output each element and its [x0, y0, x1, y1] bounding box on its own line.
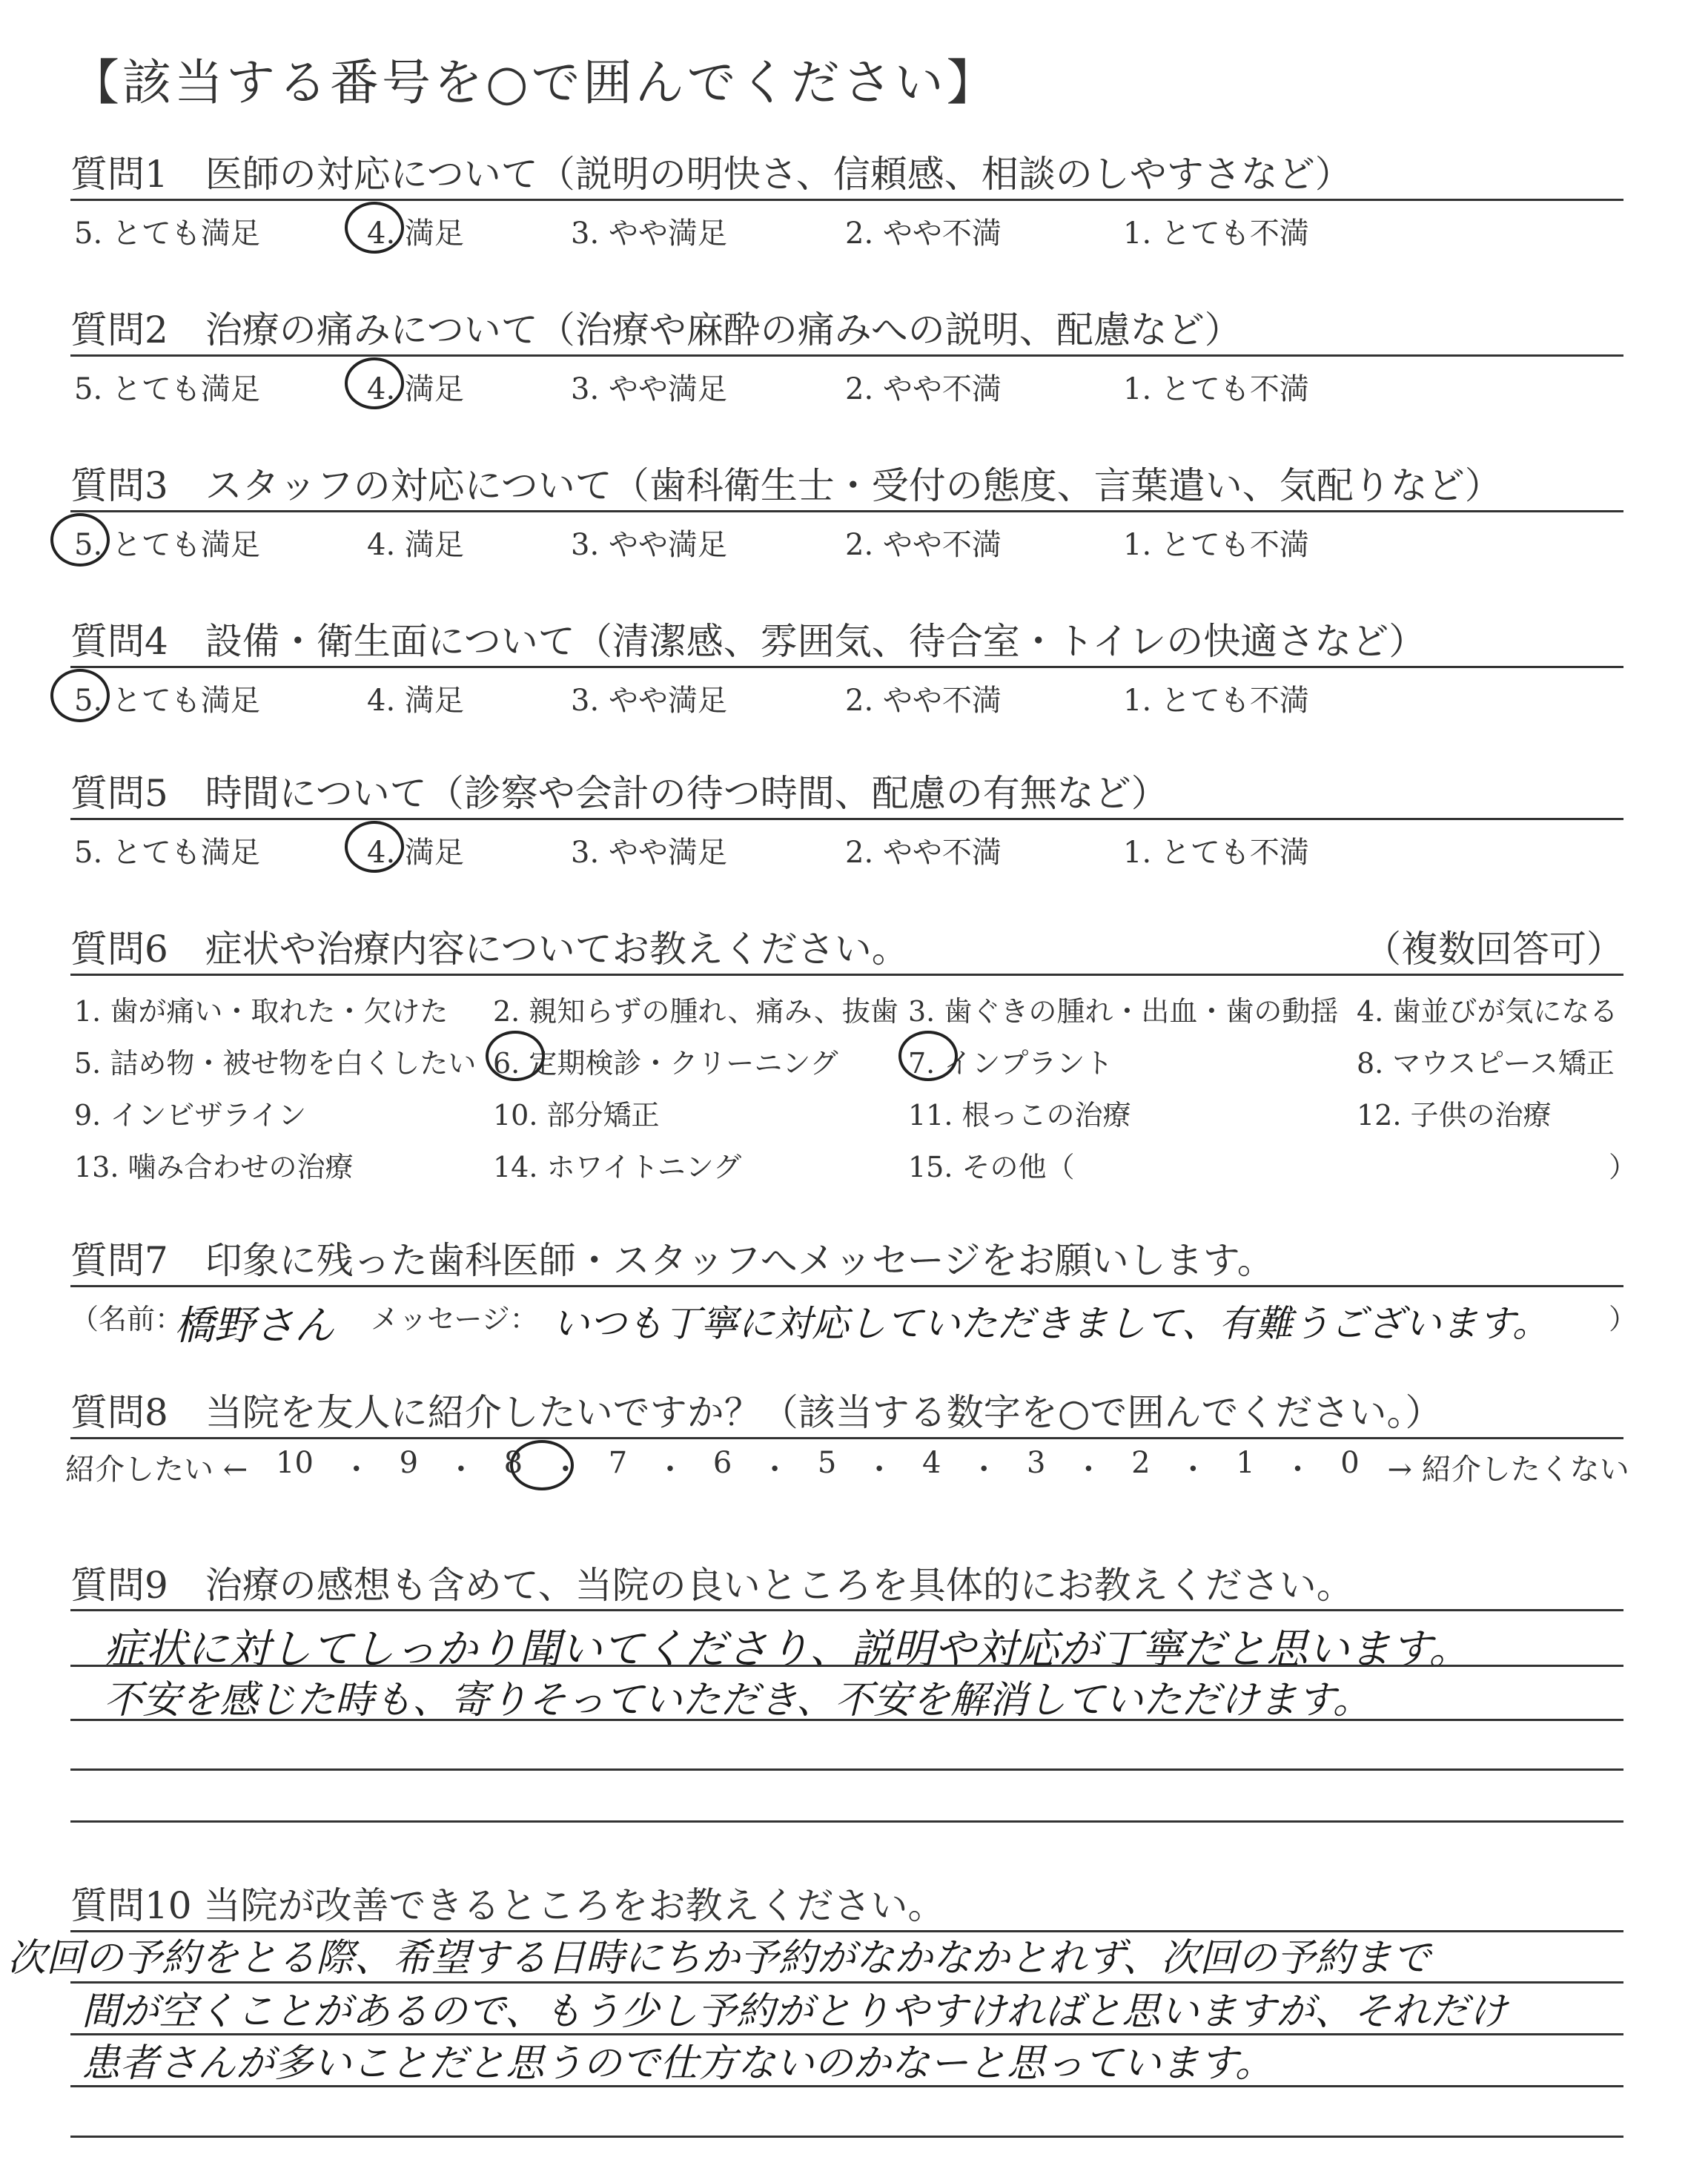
q1-option-3[interactable]: 3. やや満足: [571, 217, 727, 251]
q10-writing-line: [70, 2085, 1623, 2087]
q8-scale: [65, 1446, 1629, 1488]
q8-dot: ・: [550, 1453, 580, 1487]
q3-selection-circle: [50, 513, 110, 567]
q5-rule: [70, 818, 1623, 820]
q5-option-5[interactable]: 5. とても満足: [74, 836, 260, 870]
q4-option-3[interactable]: 3. やや満足: [571, 684, 727, 718]
q1-rule: [70, 199, 1623, 201]
q9-answer-line-1[interactable]: 症状に対してしっかり聞いてくださり、説明や対応が丁寧だと思います。: [104, 1625, 1471, 1674]
q4-option-5[interactable]: 5. とても満足: [74, 684, 260, 718]
q9-writing-line: [70, 1768, 1623, 1771]
q5-title: 質問5 時間について（診察や会計の待つ時間、配慮の有無など）: [70, 772, 1168, 815]
q8-score-5[interactable]: 5: [817, 1446, 837, 1480]
q1-option-2[interactable]: 2. やや不満: [845, 217, 1002, 251]
q1-option-4[interactable]: 4. 満足: [367, 217, 464, 251]
q7-name-value[interactable]: 橋野さん: [174, 1302, 334, 1349]
q3-title: 質問3 スタッフの対応について（歯科衛生士・受付の態度、言葉遣い、気配りなど）: [70, 464, 1502, 507]
q8-dot: ・: [969, 1453, 999, 1487]
q3-option-5[interactable]: 5. とても満足: [74, 528, 260, 562]
q4-option-2[interactable]: 2. やや不満: [845, 684, 1002, 718]
q4-option-1[interactable]: 1. とても不満: [1123, 684, 1309, 718]
q2-selection-circle: [345, 357, 404, 409]
q4-title: 質問4 設備・衛生面について（清潔感、雰囲気、待合室・トイレの快適さなど）: [70, 620, 1426, 663]
q1-selection-circle: [345, 202, 404, 254]
q8-dot: ・: [341, 1453, 371, 1487]
q6-item-11[interactable]: 11. 根っこの治療: [908, 1099, 1131, 1132]
q8-dot: ・: [1178, 1453, 1208, 1487]
q2-title: 質問2 治療の痛みについて（治療や麻酔の痛みへの説明、配慮など）: [70, 308, 1242, 351]
q9-answer-line-2[interactable]: 不安を感じた時も、寄りそっていただき、不安を解消していただけます。: [104, 1678, 1371, 1723]
q3-option-2[interactable]: 2. やや不満: [845, 528, 1002, 562]
q6-item-1[interactable]: 1. 歯が痛い・取れた・欠けた: [74, 995, 448, 1028]
q2-option-1[interactable]: 1. とても不満: [1123, 372, 1309, 406]
q2-option-2[interactable]: 2. やや不満: [845, 372, 1002, 406]
q6-item-7[interactable]: 7. インプラント: [908, 1047, 1113, 1080]
q8-dot: ・: [864, 1453, 895, 1487]
q9-rule: [70, 1609, 1623, 1611]
q3-rule: [70, 510, 1623, 512]
q5-option-2[interactable]: 2. やや不満: [845, 836, 1002, 870]
q4-option-4[interactable]: 4. 満足: [367, 684, 464, 718]
q8-rule: [70, 1437, 1623, 1439]
q6-item-2[interactable]: 2. 親知らずの腫れ、痛み、抜歯: [493, 995, 898, 1028]
q6-item-9[interactable]: 9. インビザライン: [74, 1099, 307, 1132]
q8-score-2[interactable]: 2: [1131, 1446, 1151, 1480]
page-header: 【該当する番号を○で囲んでください】: [70, 54, 999, 111]
q8-dot: ・: [1073, 1453, 1104, 1487]
q4-rule: [70, 666, 1623, 668]
q10-writing-line: [70, 2136, 1623, 2138]
q10-title: 質問10 当院が改善できるところをお教えください。: [70, 1884, 945, 1927]
q10-answer-line-1[interactable]: 次回の予約をとる際、希望する日時にちか予約がなかなかとれず、次回の予約まで: [7, 1936, 1431, 1981]
q2-option-3[interactable]: 3. やや満足: [571, 372, 727, 406]
q8-dot: ・: [655, 1453, 685, 1487]
q7-message-value[interactable]: いつも丁寧に対応していただきまして、有難うございます。: [552, 1302, 1549, 1345]
q7-close-paren: ）: [1609, 1303, 1638, 1335]
q8-scale-left-label: 紹介したい ←: [65, 1453, 248, 1487]
q3-option-1[interactable]: 1. とても不満: [1123, 528, 1309, 562]
q8-score-4[interactable]: 4: [921, 1446, 941, 1480]
q6-item-15[interactable]: 15. その他（: [908, 1151, 1075, 1183]
q8-score-9[interactable]: 9: [399, 1446, 419, 1480]
q9-title: 質問9 治療の感想も含めて、当院の良いところを具体的にお教えください。: [70, 1564, 1354, 1607]
q4-selection-circle: [50, 669, 110, 722]
q9-writing-line: [70, 1665, 1623, 1667]
q6-rule: [70, 974, 1623, 976]
q7-title: 質問7 印象に残った歯科医師・スタッフへメッセージをお願いします。: [70, 1239, 1274, 1282]
q1-option-5[interactable]: 5. とても満足: [74, 217, 260, 251]
q6-item-3[interactable]: 3. 歯ぐきの腫れ・出血・歯の動揺: [908, 995, 1339, 1028]
q6-item-13[interactable]: 13. 噛み合わせの治療: [74, 1151, 354, 1183]
q8-score-6[interactable]: 6: [712, 1446, 732, 1480]
q6-item-8[interactable]: 8. マウスピース矯正: [1357, 1047, 1615, 1080]
q6-selection-circle-6: [486, 1031, 545, 1081]
q6-item-4[interactable]: 4. 歯並びが気になる: [1357, 995, 1618, 1028]
q6-item-12[interactable]: 12. 子供の治療: [1357, 1099, 1552, 1132]
q7-rule: [70, 1285, 1623, 1287]
q9-writing-line: [70, 1719, 1623, 1721]
q6-item-10[interactable]: 10. 部分矯正: [493, 1099, 660, 1132]
q5-option-3[interactable]: 3. やや満足: [571, 836, 727, 870]
q6-item-14[interactable]: 14. ホワイトニング: [493, 1151, 742, 1183]
q10-answer-line-3[interactable]: 患者さんが多いことだと思うので仕方ないのかなーと思っています。: [82, 2041, 1274, 2086]
q6-title: 質問6 症状や治療内容についてお教えください。: [70, 928, 909, 971]
q8-score-10[interactable]: 10: [276, 1446, 314, 1480]
q8-score-1[interactable]: 1: [1236, 1446, 1255, 1480]
q3-option-3[interactable]: 3. やや満足: [571, 528, 727, 562]
q2-option-5[interactable]: 5. とても満足: [74, 372, 260, 406]
q9-writing-line: [70, 1820, 1623, 1823]
q8-score-7[interactable]: 7: [608, 1446, 628, 1480]
q8-dot: ・: [446, 1453, 476, 1487]
q8-score-3[interactable]: 3: [1027, 1446, 1046, 1480]
q5-selection-circle: [345, 821, 404, 873]
q8-scale-right-label: → 紹介したくない: [1387, 1453, 1629, 1487]
q6-selection-circle-7: [898, 1031, 958, 1081]
q7-name-label: （名前：: [70, 1303, 184, 1335]
q3-option-4[interactable]: 4. 満足: [367, 528, 464, 562]
q1-option-1[interactable]: 1. とても不満: [1123, 217, 1309, 251]
q8-dot: ・: [760, 1453, 790, 1487]
q6-other-close-paren: ）: [1609, 1151, 1638, 1183]
q5-option-4[interactable]: 4. 満足: [367, 836, 464, 870]
q5-option-1[interactable]: 1. とても不満: [1123, 836, 1309, 870]
q6-multiple-note: （複数回答可）: [1364, 928, 1623, 971]
q2-option-4[interactable]: 4. 満足: [367, 372, 464, 406]
q8-dot: ・: [1282, 1453, 1313, 1487]
q10-answer-line-2[interactable]: 間が空くことがあるので、もう少し予約がとりやすければと思いますが、それだけ: [82, 1989, 1507, 2034]
q8-selection-circle: [510, 1440, 574, 1490]
q6-item-6[interactable]: 6. 定期検診・クリーニング: [493, 1047, 838, 1080]
q1-title: 質問1 医師の対応について（説明の明快さ、信頼感、相談のしやすさなど）: [70, 153, 1352, 196]
q8-score-0[interactable]: 0: [1340, 1446, 1360, 1480]
q8-score-8[interactable]: 8: [503, 1446, 523, 1480]
q7-message-label: メッセージ：: [371, 1303, 538, 1335]
q8-title: 質問8 当院を友人に紹介したいですか？（該当する数字を○で囲んでください。）: [70, 1391, 1443, 1434]
q6-item-5[interactable]: 5. 詰め物・被せ物を白くしたい: [74, 1047, 477, 1080]
q2-rule: [70, 354, 1623, 357]
